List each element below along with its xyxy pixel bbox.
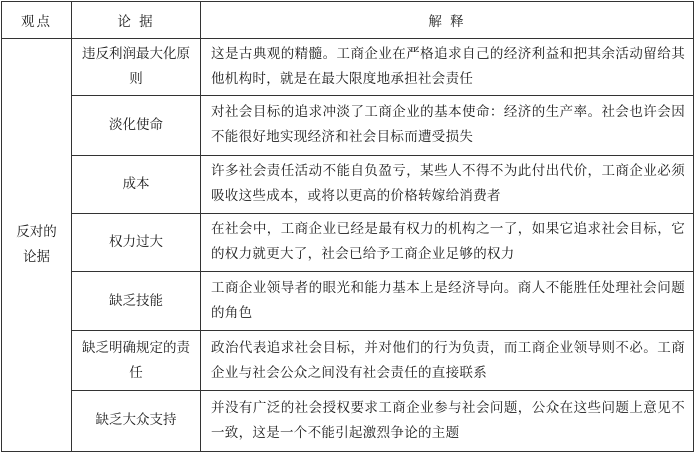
- explanation-cell: 这是古典观的精髓。工商企业在严格追求自己的经济利益和把其余活动留给其他机构时，就是在最大限度地承担社会责任: [201, 39, 694, 96]
- explanation-cell: 并没有广泛的社会授权要求工商企业参与社会问题，公众在这些问题上意见不一致，这是一个不能引起激烈争论的主题: [201, 390, 694, 451]
- table-row: [2, 390, 694, 451]
- table-header-row: [2, 2, 694, 39]
- argument-cell: 权力过大: [72, 213, 201, 271]
- argument-cell: 成本: [72, 155, 201, 213]
- table-row: [2, 272, 694, 331]
- argument-cell: 违反利润最大化原则: [72, 39, 201, 96]
- table-row: [2, 155, 694, 213]
- explanation-cell: 工商企业领导者的眼光和能力基本上是经济导向。商人不能胜任处理社会问题的角色: [201, 272, 694, 331]
- view-cell: [2, 39, 72, 452]
- explanation-cell: 许多社会责任活动不能自负盈亏，某些人不得不为此付出代价，工商企业必须吸收这些成本，或将以更高的价格转嫁给消费者: [201, 155, 694, 213]
- argument-cell: 缺乏大众支持: [72, 390, 201, 451]
- view-label: 反对的论据: [16, 224, 57, 265]
- argument-cell: 淡化使命: [72, 96, 201, 155]
- explanation-cell: 对社会目标的追求冲淡了工商企业的基本使命：经济的生产率。社会也许会因不能很好地实现经济和社会目标而遭受损失: [201, 96, 694, 155]
- arguments-table: [1, 1, 694, 452]
- table-row: [2, 213, 694, 271]
- header-explanation: 解 释: [201, 2, 694, 39]
- header-argument: 论 据: [72, 2, 201, 39]
- argument-cell: 缺乏明确规定的责任: [72, 331, 201, 390]
- explanation-cell: 在社会中，工商企业已经是最有权力的机构之一了，如果它追求社会目标，它的权力就更大了，社会已给予工商企业足够的权力: [201, 213, 694, 271]
- table-row: [2, 96, 694, 155]
- argument-cell: 缺乏技能: [72, 272, 201, 331]
- table-row: [2, 39, 694, 96]
- header-view: 观点: [2, 2, 72, 39]
- table-row: [2, 331, 694, 390]
- explanation-cell: 政治代表追求社会目标，并对他们的行为负责，而工商企业领导则不必。工商企业与社会公众之间没有社会责任的直接联系: [201, 331, 694, 390]
